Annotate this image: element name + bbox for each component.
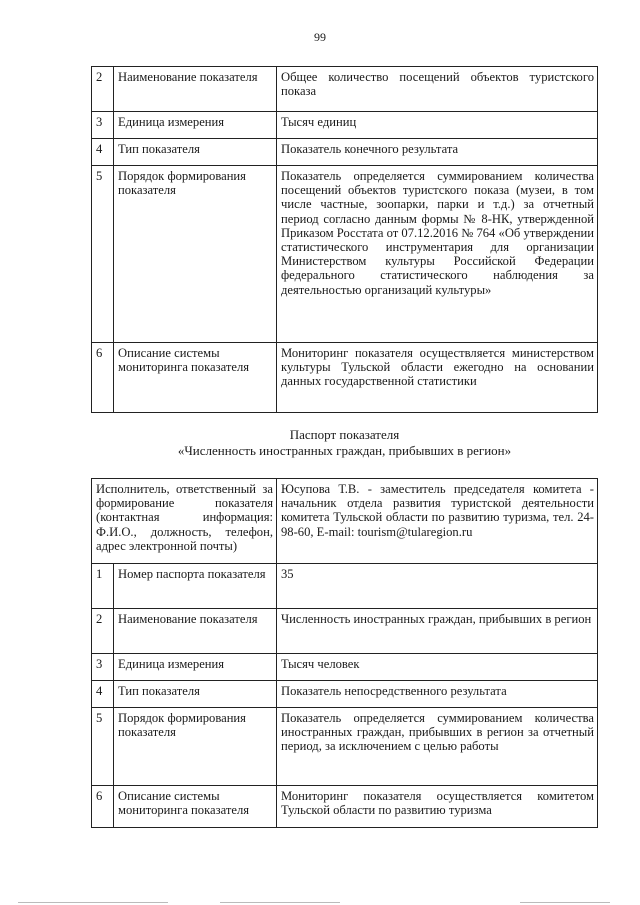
table-row (92, 708, 598, 786)
scan-edge-line (18, 902, 168, 903)
scan-edge-line (520, 902, 610, 903)
row-label: Тип показателя (114, 681, 277, 708)
table-row (92, 609, 598, 654)
row-number: 3 (92, 654, 114, 681)
row-number: 4 (92, 139, 114, 166)
row-value: Тысяч единиц (277, 112, 598, 139)
table-row (92, 67, 598, 112)
row-value: 35 (277, 564, 598, 609)
row-value: Показатель определяется суммированием количества иностранных граждан, прибывших в регион за отчетный период, за исключением с целью работы (277, 708, 598, 786)
row-number: 5 (92, 708, 114, 786)
executor-value: Юсупова Т.В. - заместитель председателя комитета - начальник отдела развития туристской деятельности комитета Тульской области по развитию туризма, тел. 24-98-60, E-mail: tourism@tularegion.ru (277, 479, 598, 564)
page-number: 99 (314, 30, 326, 44)
row-value: Показатель непосредственного результата (277, 681, 598, 708)
scan-edge-line (220, 902, 340, 903)
table-row (92, 112, 598, 139)
row-label: Единица измерения (114, 654, 277, 681)
indicator-table-top (91, 66, 598, 413)
executor-label: Исполнитель, ответственный за формирование показателя (контактная информация: Ф.И.О., должность, телефон, адрес электронной почты) (92, 479, 277, 564)
row-label: Единица измерения (114, 112, 277, 139)
table-row (92, 139, 598, 166)
table-row (92, 654, 598, 681)
row-value: Мониторинг показателя осуществляется министерством культуры Тульской области ежегодно на основании данных государственной статистики (277, 343, 598, 413)
row-number: 1 (92, 564, 114, 609)
row-value: Тысяч человек (277, 654, 598, 681)
table-row (92, 786, 598, 828)
row-number: 4 (92, 681, 114, 708)
row-number: 2 (92, 609, 114, 654)
row-label: Описание системы мониторинга показателя (114, 343, 277, 413)
row-label: Номер паспорта показателя (114, 564, 277, 609)
table-row (92, 166, 598, 343)
row-value: Мониторинг показателя осуществляется комитетом Тульской области по развитию туризма (277, 786, 598, 828)
row-label: Порядок формирования показателя (114, 708, 277, 786)
row-number: 6 (92, 786, 114, 828)
executor-row (92, 479, 598, 564)
passport-title: Паспорт показателя (289, 427, 400, 442)
indicator-table-bottom (91, 478, 598, 828)
row-label: Порядок формирования показателя (114, 166, 277, 343)
row-number: 3 (92, 112, 114, 139)
table-row (92, 343, 598, 413)
row-value: Общее количество посещений объектов туристского показа (277, 67, 598, 112)
row-label: Наименование показателя (114, 67, 277, 112)
row-number: 2 (92, 67, 114, 112)
row-label: Описание системы мониторинга показателя (114, 786, 277, 828)
row-value: Численность иностранных граждан, прибывших в регион (277, 609, 598, 654)
row-number: 5 (92, 166, 114, 343)
table-row (92, 564, 598, 609)
row-number: 6 (92, 343, 114, 413)
row-value: Показатель конечного результата (277, 139, 598, 166)
table-row (92, 681, 598, 708)
row-label: Наименование показателя (114, 609, 277, 654)
row-value: Показатель определяется суммированием количества посещений объектов туристского показа (музеи, в том числе частные, зоопарки, парки и т.д.) за отчетный период согласно данным формы № 8-НК, утвержденной Приказом Росстата от 07.12.2016 № 764 «Об утверждении статистического инструментария для организации Министерством культуры Российской Федерации федерального статистического наблюдения за деятельностью организаций культуры» (277, 166, 598, 343)
row-label: Тип показателя (114, 139, 277, 166)
passport-subtitle: «Численность иностранных граждан, прибывших в регион» (177, 443, 512, 458)
